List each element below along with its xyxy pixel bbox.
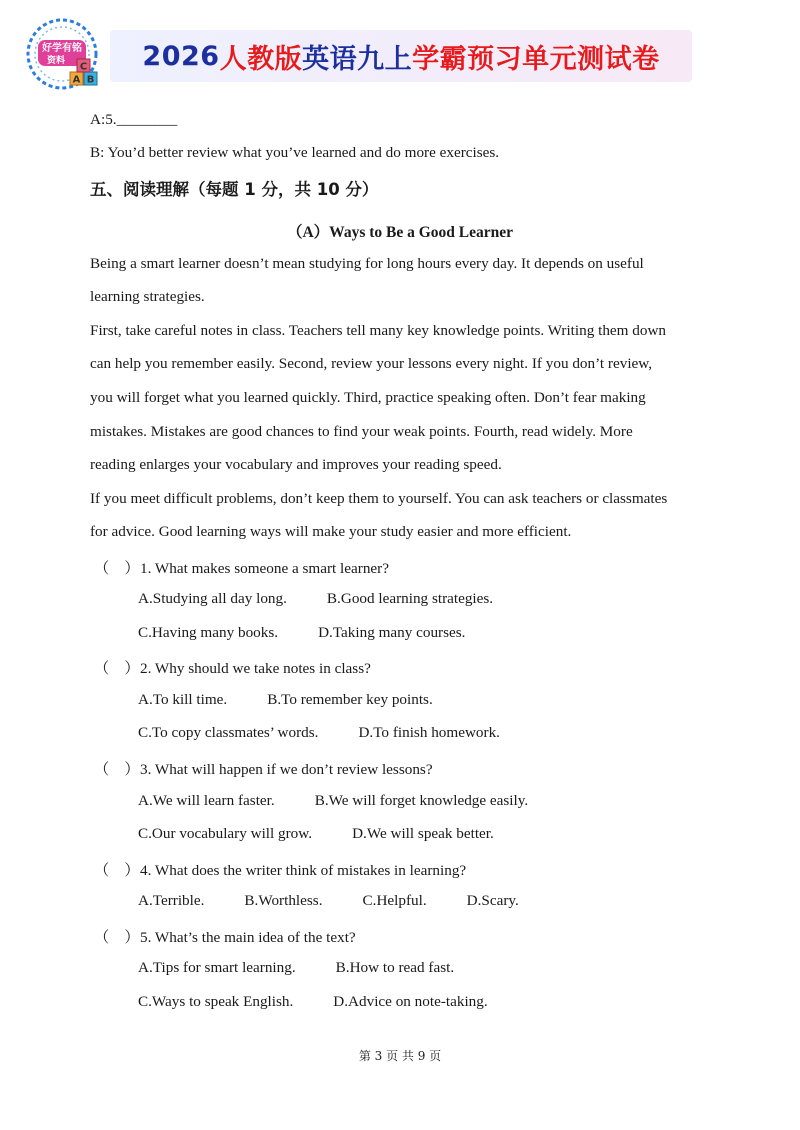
option-b: B.Worthless. (244, 892, 323, 909)
passage-line: can help you remember easily. Second, review your lessons every night. If you don’t review, (90, 355, 653, 372)
passage-line: If you meet difficult problems, don’t keep them to yourself. You can ask teachers or classmates (90, 490, 668, 507)
question-5 (94, 926, 356, 947)
answer-blank[interactable]: （ ） (94, 660, 140, 677)
question-5-options (138, 959, 494, 977)
option-d: D.Taking many courses. (318, 624, 466, 641)
question-1 (94, 557, 389, 578)
option-b: B.We will forget knowledge easily. (314, 792, 529, 809)
question-2 (94, 657, 371, 678)
passage-line: First, take careful notes in class. Teachers tell many key knowledge points. Writing them down (90, 322, 667, 339)
question-stem: 3. What will happen if we don’t review lessons? (140, 761, 433, 778)
option-c: C.Ways to speak English. (138, 993, 294, 1010)
page-title (110, 30, 692, 82)
logo-letter-a: A (72, 74, 81, 86)
question-3-options (138, 825, 534, 843)
option-a: A.Studying all day long. (138, 590, 287, 607)
option-d: D.Scary. (466, 892, 519, 909)
logo-letter-c: C (79, 61, 88, 73)
title-subject: 英语九上 (302, 43, 413, 75)
option-c: C.Helpful. (362, 892, 427, 909)
question-5-options (138, 993, 528, 1011)
passage-line: learning strategies. (90, 288, 205, 305)
logo-text-2: 资料 (46, 56, 66, 66)
section-heading: 五、阅读理解（每题 1 分，共 10 分） (90, 180, 379, 199)
option-a: A.We will learn faster. (138, 792, 275, 809)
option-b: B.Good learning strategies. (326, 590, 494, 607)
option-b: B.How to read fast. (335, 959, 455, 976)
option-d: D.We will speak better. (352, 825, 494, 842)
option-b: B.To remember key points. (267, 691, 433, 708)
dialogue-b-line: B: You’d better review what you’ve learned and do more exercises. (90, 144, 500, 161)
option-d: D.To finish homework. (358, 724, 500, 741)
option-a: A.To kill time. (138, 691, 228, 708)
logo-letter-b: B (86, 74, 95, 86)
question-3 (94, 758, 433, 779)
header-banner (22, 14, 692, 96)
dialogue-a-line: A:5.________ (90, 111, 178, 128)
question-2-options (138, 691, 473, 709)
page-number: 第 3 页 共 9 页 (358, 1049, 442, 1063)
option-c: C.To copy classmates’ words. (138, 724, 319, 741)
question-stem: 1. What makes someone a smart learner? (140, 560, 389, 577)
question-2-options (138, 724, 540, 742)
logo-icon (22, 14, 108, 96)
answer-blank[interactable]: （ ） (94, 929, 140, 946)
passage-line: you will forget what you learned quickly. Third, practice speaking often. Don’t fear making (90, 389, 646, 406)
passage-line: mistakes. Mistakes are good chances to find your weak points. Fourth, read widely. More (90, 423, 633, 440)
passage-line: Being a smart learner doesn’t mean studying for long hours every day. It depends on useful (90, 255, 644, 272)
passage-title: （A）Ways to Be a Good Learner (286, 224, 514, 241)
passage-line: reading enlarges your vocabulary and improves your reading speed. (90, 456, 502, 473)
question-3-options (138, 792, 568, 810)
question-stem: 2. Why should we take notes in class? (140, 660, 371, 677)
question-1-options (138, 590, 533, 608)
question-stem: 5. What’s the main idea of the text? (140, 929, 356, 946)
option-c: C.Our vocabulary will grow. (138, 825, 313, 842)
title-series: 学霸预习单元测试卷 (412, 43, 660, 75)
answer-blank[interactable]: （ ） (94, 560, 140, 577)
question-1-options (138, 624, 505, 642)
answer-blank[interactable]: （ ） (94, 862, 140, 879)
title-edition: 人教版 (219, 43, 303, 75)
logo-text-1: 好学有铭 (42, 43, 82, 54)
question-stem: 4. What does the writer think of mistakes in learning? (140, 862, 467, 879)
passage-line: for advice. Good learning ways will make your study easier and more efficient. (90, 523, 572, 540)
question-4 (94, 859, 466, 880)
option-d: D.Advice on note-taking. (333, 993, 488, 1010)
option-c: C.Having many books. (138, 624, 279, 641)
question-4-options (138, 892, 559, 910)
option-a: A.Terrible. (138, 892, 205, 909)
option-a: A.Tips for smart learning. (138, 959, 296, 976)
title-year: 2026 (142, 40, 220, 72)
answer-blank[interactable]: （ ） (94, 761, 140, 778)
